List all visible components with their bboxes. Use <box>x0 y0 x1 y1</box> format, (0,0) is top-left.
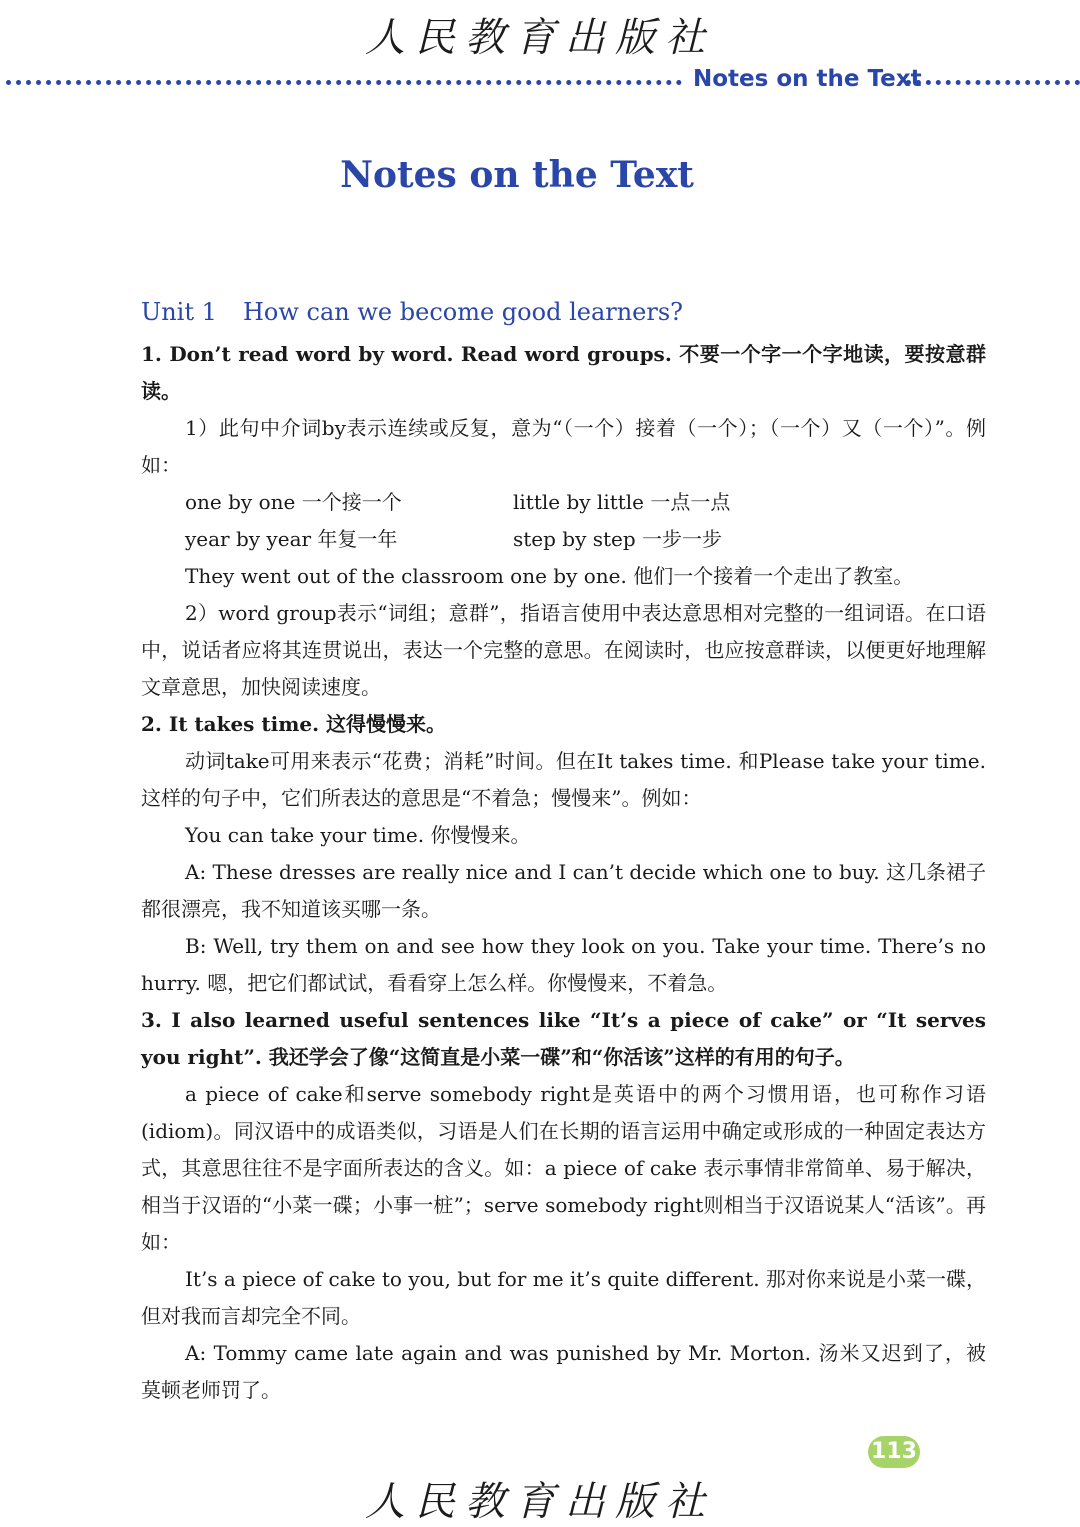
unit-title: How can we become good learners? <box>243 298 684 326</box>
page-number-badge: 113 <box>868 1436 920 1468</box>
note-3-explanation: a piece of cake和serve somebody right是英语中的两个习惯用语，也可称作习语(idiom)。同汉语中的成语类似，习语是人们在长期的语言运用中确定或形成的一种固定表达方式，其意思往往不是字面所表达的含义。如：a piece of cake 表示事情非常简单、易于解决，相当于汉语的“小菜一碟；小事一桩”；serve somebody right则相当于汉语说某人“活该”。再如： <box>141 1082 986 1254</box>
note-1-title: 1. Don’t read word by word. Read word groups. 不要一个字一个字地读，要按意群读。 <box>141 342 986 403</box>
note-1-explanation-1: 1）此句中介词by表示连续或反复，意为“（一个）接着（一个）；（一个）又（一个）”。例如： <box>141 416 986 477</box>
example-phrase: little by little 一点一点 <box>513 490 731 514</box>
publisher-watermark-top: 人民教育出版社 <box>365 15 715 61</box>
running-header <box>0 66 1080 98</box>
note-3-example-1: It’s a piece of cake to you, but for me it’s quite different. 那对你来说是小菜一碟，但对我而言却完全不同。 <box>141 1267 986 1328</box>
header-dotted-rule-left <box>6 80 682 85</box>
note-1-explanation-2: 2）word group表示“词组；意群”，指语言使用中表达意思相对完整的一组词语。在口语中，说话者应将其连贯说出，表达一个完整的意思。在阅读时，也应按意群读，以便更好地理解文章意思，加快阅读速度。 <box>141 601 986 699</box>
note-1-example-row-2 <box>141 521 986 558</box>
note-3-example-2: A: Tommy came late again and was punished by Mr. Morton. 汤米又迟到了，被莫顿老师罚了。 <box>141 1341 986 1402</box>
header-dotted-rule-right <box>906 80 1080 85</box>
note-2-example-2: A: These dresses are really nice and I can’t decide which one to buy. 这几条裙子都很漂亮，我不知道该买哪一条。 <box>141 860 986 921</box>
note-2-example-1: You can take your time. 你慢慢来。 <box>185 823 531 847</box>
note-1-example-sentence: They went out of the classroom one by one. 他们一个接着一个走出了教室。 <box>185 564 914 588</box>
unit-number: Unit 1 <box>141 298 217 326</box>
unit-heading <box>141 298 683 326</box>
note-3-title: 3. I also learned useful sentences like “It’s a piece of cake” or “It serves you right”. 我还学会了像“这简直是小菜一碟”和“你活该”这样的有用的句子。 <box>141 1008 986 1069</box>
note-1-example-row-1 <box>141 484 986 521</box>
note-2-explanation: 动词take可用来表示“花费；消耗”时间。但在It takes time. 和Please take your time.这样的句子中，它们所表达的意思是“不着急；慢慢来”。例如： <box>141 749 986 810</box>
example-phrase: year by year 年复一年 <box>185 527 398 551</box>
page-title: Notes on the Text <box>340 154 694 196</box>
running-header-label: Notes on the Text <box>693 66 922 92</box>
publisher-watermark-bottom: 人民教育出版社 <box>365 1479 715 1525</box>
note-2-title: 2. It takes time. 这得慢慢来。 <box>141 712 447 736</box>
notes-body <box>141 336 986 1409</box>
example-phrase: one by one 一个接一个 <box>185 490 402 514</box>
note-2-example-3: B: Well, try them on and see how they look on you. Take your time. There’s no hurry. 嗯，把它们都试试，看看穿上怎么样。你慢慢来，不着急。 <box>141 934 986 995</box>
example-phrase: step by step 一步一步 <box>513 527 723 551</box>
